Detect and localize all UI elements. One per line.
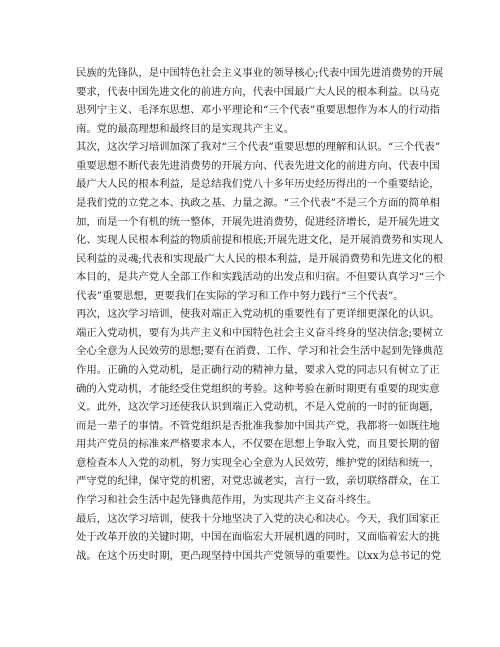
text-line: 处于改革开放的关键时期，中国在面临宏大开展机遇的同时，又面临着宏大的挑 — [76, 531, 440, 544]
text-line: 是我们党的立党之本、执政之基、力量之源。“三个代表”不是三个方面的简单相 — [76, 196, 440, 209]
text-line: 义。此外，这次学习还使我认识到端正入党动机，不是入党前的一时的征询题， — [76, 401, 440, 414]
text-line: 最后，这次学习培训，使我十分地坚决了入党的决心和决心。今天，我们国家正 — [76, 512, 440, 525]
text-line: 最广大人民的根本利益，是总结我们党八十多年历史经历得出的一个重要结论， — [76, 178, 440, 191]
text-line: 确的入党动机，才能经受住党组织的考验。这种考验在新时期更有重要的现实意 — [76, 382, 440, 395]
text-line: 再次，这次学习培训，使我对端正入党动机的重要性有了更详细更深化的认识。 — [76, 308, 440, 321]
text-line: 端正入党动机，要有为共产主义和中国特色社会主义奋斗终身的坚决信念;要树立 — [76, 326, 444, 339]
text-line: 全心全意为人民效劳的思想;要有在消费、工作、学习和社会生活中起到先锋典范 — [76, 345, 444, 358]
text-line: 意检查本人入党的动机，努力实现全心全意为人民效劳，维护党的团结和统一， — [76, 456, 440, 469]
text-line: 重要思想不断代表先进消费势的开展方向、代表先进文化的前进方向、代表中国 — [76, 159, 440, 172]
text-line: 要求，代表中国先进文化的前进方向，代表中国最广大人民的根本利益。以马克 — [76, 85, 440, 98]
text-line: 民族的先锋队，是中国特色社会主义事业的领导核心;代表中国先进消费势的开展 — [76, 67, 444, 79]
text-line: 其次，这次学习培训加深了我对“三个代表”重要思想的理解和认识。“三个代表” — [76, 141, 441, 154]
text-line: 加，而是一个有机的统一整体，开展先进消费势，促进经济增长，是开展先进文 — [76, 215, 440, 228]
text-line: 南。党的最高理想和最终目的是实现共产主义。 — [76, 122, 295, 135]
text-line: 用共产党员的标准来严格要求本人，不仅要在思想上争取入党，而且要长期的留 — [76, 438, 440, 451]
text-line: 代表”重要思想，更要我们在实际的学习和工作中努力践行“三个代表”。 — [76, 289, 404, 302]
text-line: 严守党的纪律，保守党的机密，对党忠诚老实，言行一致，亲切联络群众，在工 — [76, 475, 440, 488]
body-text — [76, 64, 446, 565]
text-line: 化、实现人民根本利益的物质前提和根底;开展先进文化，是开展消费势和实现人 — [76, 234, 444, 247]
text-line: 作学习和社会生活中起先锋典范作用，为实现共产主义奋斗终生。 — [76, 493, 378, 506]
text-line: 而是一辈子的事情。不管党组织是否批准我参加中国共产党，我都将一如既往地 — [76, 419, 440, 432]
text-line: 思列宁主义、毛泽东思想、邓小平理论和“三个代表”重要思想作为本人的行动指 — [76, 104, 440, 117]
text-line: 本目的，是共产党人全部工作和实践活动的出发点和归宿。不但要认真学习“三个 — [76, 271, 445, 284]
text-line: 作用。正确的入党动机，是正确行动的精神力量，要求入党的同志只有树立了正 — [76, 364, 440, 376]
text-line: 战。在这个历史时期，更凸现坚持中国共产党领导的重要性。以xx为总书记的党 — [76, 549, 441, 562]
text-line: 民利益的灵魂;代表和实现最广大人民的根本利益，是开展消费势和先进文化的根 — [76, 252, 444, 265]
